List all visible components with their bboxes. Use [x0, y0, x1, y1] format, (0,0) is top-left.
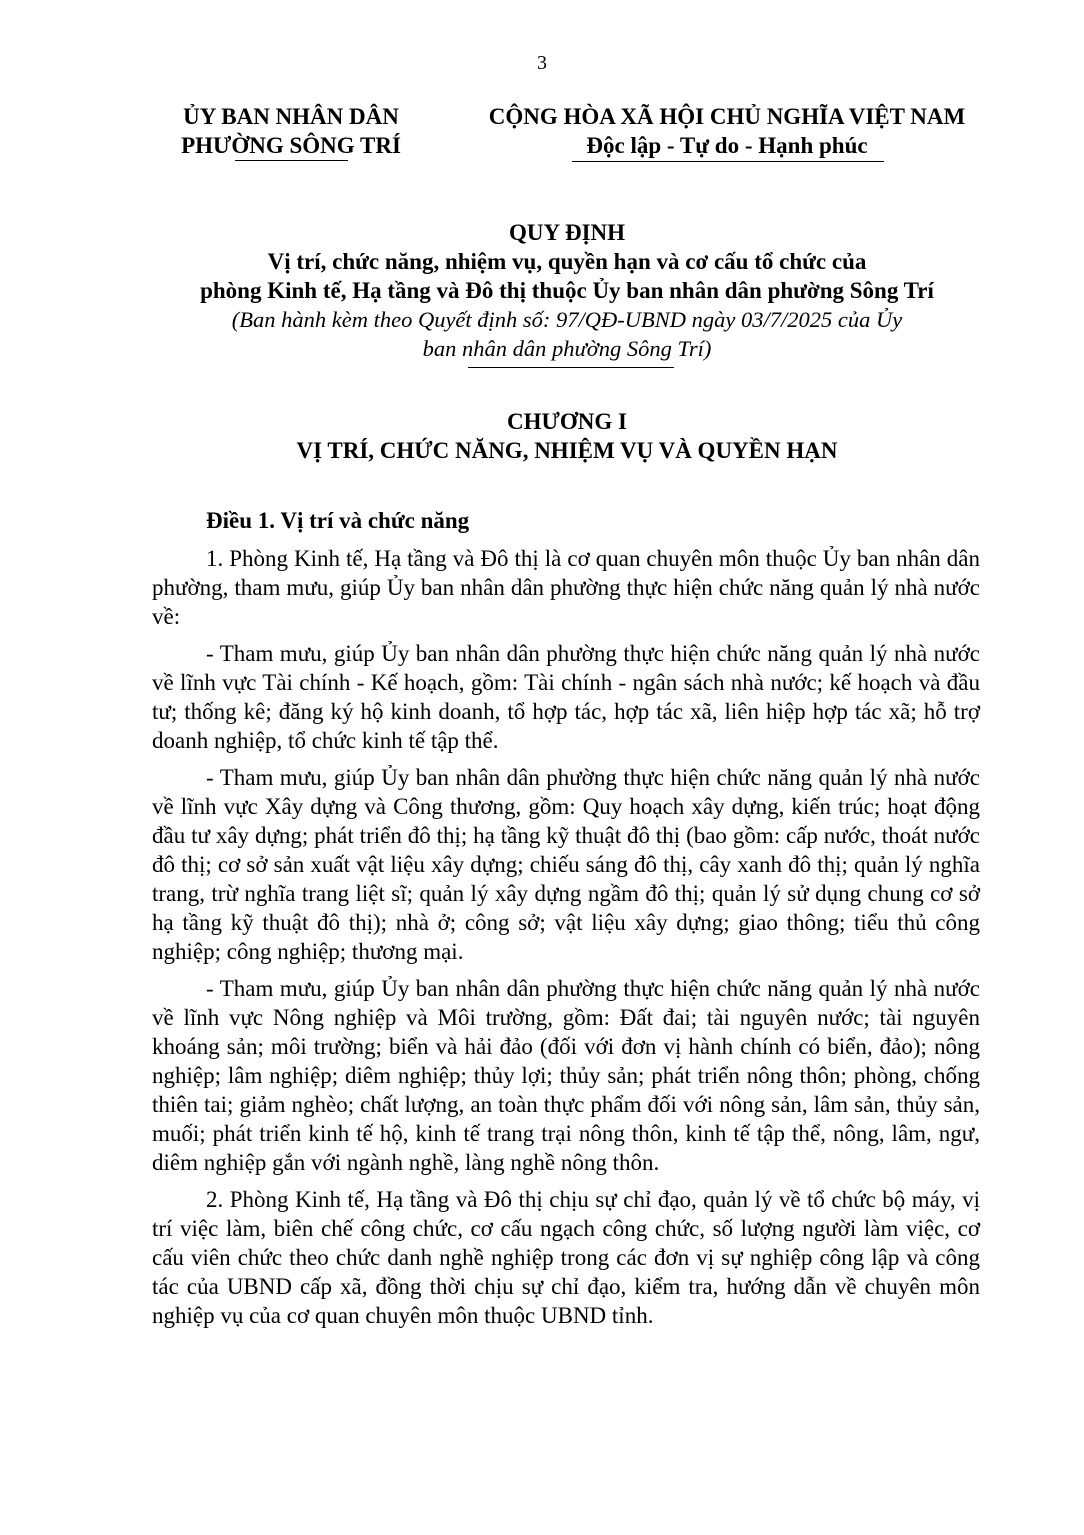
title-underline — [468, 367, 674, 368]
country-name: CỘNG HÒA XÃ HỘI CHỦ NGHĨA VIỆT NAM — [488, 104, 966, 129]
authority-line-1: ỦY BAN NHÂN DÂN — [183, 104, 399, 129]
article-heading: Điều 1. Vị trí và chức năng — [206, 508, 470, 533]
chapter-heading — [150, 407, 984, 465]
motto: Độc lập - Tự do - Hạnh phúc — [586, 133, 868, 158]
national-motto — [472, 102, 982, 160]
paragraph: 2. Phòng Kinh tế, Hạ tầng và Đô thị chịu sự chỉ đạo, quản lý về tổ chức bộ máy, vị trí việc làm, biên chế công chức, cơ cấu ngạch công chức, số lượng người làm việc, cơ cấu viên chức theo chức danh nghề nghiệp trong các đơn vị sự nghiệp công lập và công tác của UBND cấp xã, đồng thời chịu sự chỉ đạo, kiểm tra, hướng dẫn về chuyên môn nghiệp vụ của cơ quan chuyên môn thuộc UBND tỉnh. — [152, 1187, 980, 1328]
issuing-authority — [150, 102, 432, 160]
authority-line-2: PHƯỜNG SÔNG TRÍ — [181, 133, 401, 158]
title-line-1: Vị trí, chức năng, nhiệm vụ, quyền hạn và cơ cấu tổ chức của — [267, 249, 867, 274]
motto-underline — [572, 161, 884, 162]
title-line-2: phòng Kinh tế, Hạ tầng và Đô thị thuộc Ủy ban nhân dân phường Sông Trí — [200, 278, 934, 303]
issued-note-line-2: ban nhân dân phường Sông Trí) — [422, 336, 712, 361]
paragraph: - Tham mưu, giúp Ủy ban nhân dân phường thực hiện chức năng quản lý nhà nước về lĩnh vực Nông nghiệp và Môi trường, gồm: Đất đai; tài nguyên nước; tài nguyên khoáng sản; môi trường; biển và hải đảo (đối với đơn vị hành chính có biển, đảo); nông nghiệp; lâm nghiệp; diêm nghiệp; thủy lợi; thủy sản; phát triển nông thôn; phòng, chống thiên tai; giảm nghèo; chất lượng, an toàn thực phẩm đối với nông sản, lâm sản, thủy sản, muối; phát triển kinh tế hộ, kinh tế trang trại nông thôn, kinh tế tập thể, nông, lâm, ngư, diêm nghiệp gắn với ngành nghề, làng nghề nông thôn. — [152, 976, 980, 1175]
paragraph: 1. Phòng Kinh tế, Hạ tầng và Đô thị là cơ quan chuyên môn thuộc Ủy ban nhân dân phường, tham mưu, giúp Ủy ban nhân dân phường thực hiện chức năng quản lý nhà nước về: — [152, 546, 980, 629]
paragraph: - Tham mưu, giúp Ủy ban nhân dân phường thực hiện chức năng quản lý nhà nước về lĩnh vực Xây dựng và Công thương, gồm: Quy hoạch xây dựng, kiến trúc; hoạt động đầu tư xây dựng; phát triển đô thị; hạ tầng kỹ thuật đô thị (bao gồm: cấp nước, thoát nước đô thị; cơ sở sản xuất vật liệu xây dựng; chiếu sáng đô thị, cây xanh đô thị; quản lý nghĩa trang, trừ nghĩa trang liệt sĩ; quản lý xây dựng ngầm đô thị; quản lý sử dụng chung cơ sở hạ tầng kỹ thuật đô thị); nhà ở; công sở; vật liệu xây dựng; giao thông; tiểu thủ công nghiệp; công nghiệp; thương mại. — [152, 765, 980, 964]
issued-note-line-1: (Ban hành kèm theo Quyết định số: 97/QĐ-UBND ngày 03/7/2025 của Ủy — [231, 307, 903, 332]
chapter-number: CHƯƠNG I — [507, 409, 627, 434]
document-title-block — [150, 218, 984, 363]
document-type: QUY ĐỊNH — [508, 220, 626, 245]
article-body — [152, 544, 980, 1338]
page-number: 3 — [537, 52, 547, 74]
paragraph: - Tham mưu, giúp Ủy ban nhân dân phường thực hiện chức năng quản lý nhà nước về lĩnh vực Tài chính - Kế hoạch, gồm: Tài chính - ngân sách nhà nước; kế hoạch và đầu tư; thống kê; đăng ký hộ kinh doanh, tổ hợp tác, hợp tác xã, liên hiệp hợp tác xã; hỗ trợ doanh nghiệp, tổ chức kinh tế tập thể. — [152, 641, 980, 753]
chapter-title: VỊ TRÍ, CHỨC NĂNG, NHIỆM VỤ VÀ QUYỀN HẠN — [296, 438, 838, 463]
authority-underline — [235, 160, 348, 161]
